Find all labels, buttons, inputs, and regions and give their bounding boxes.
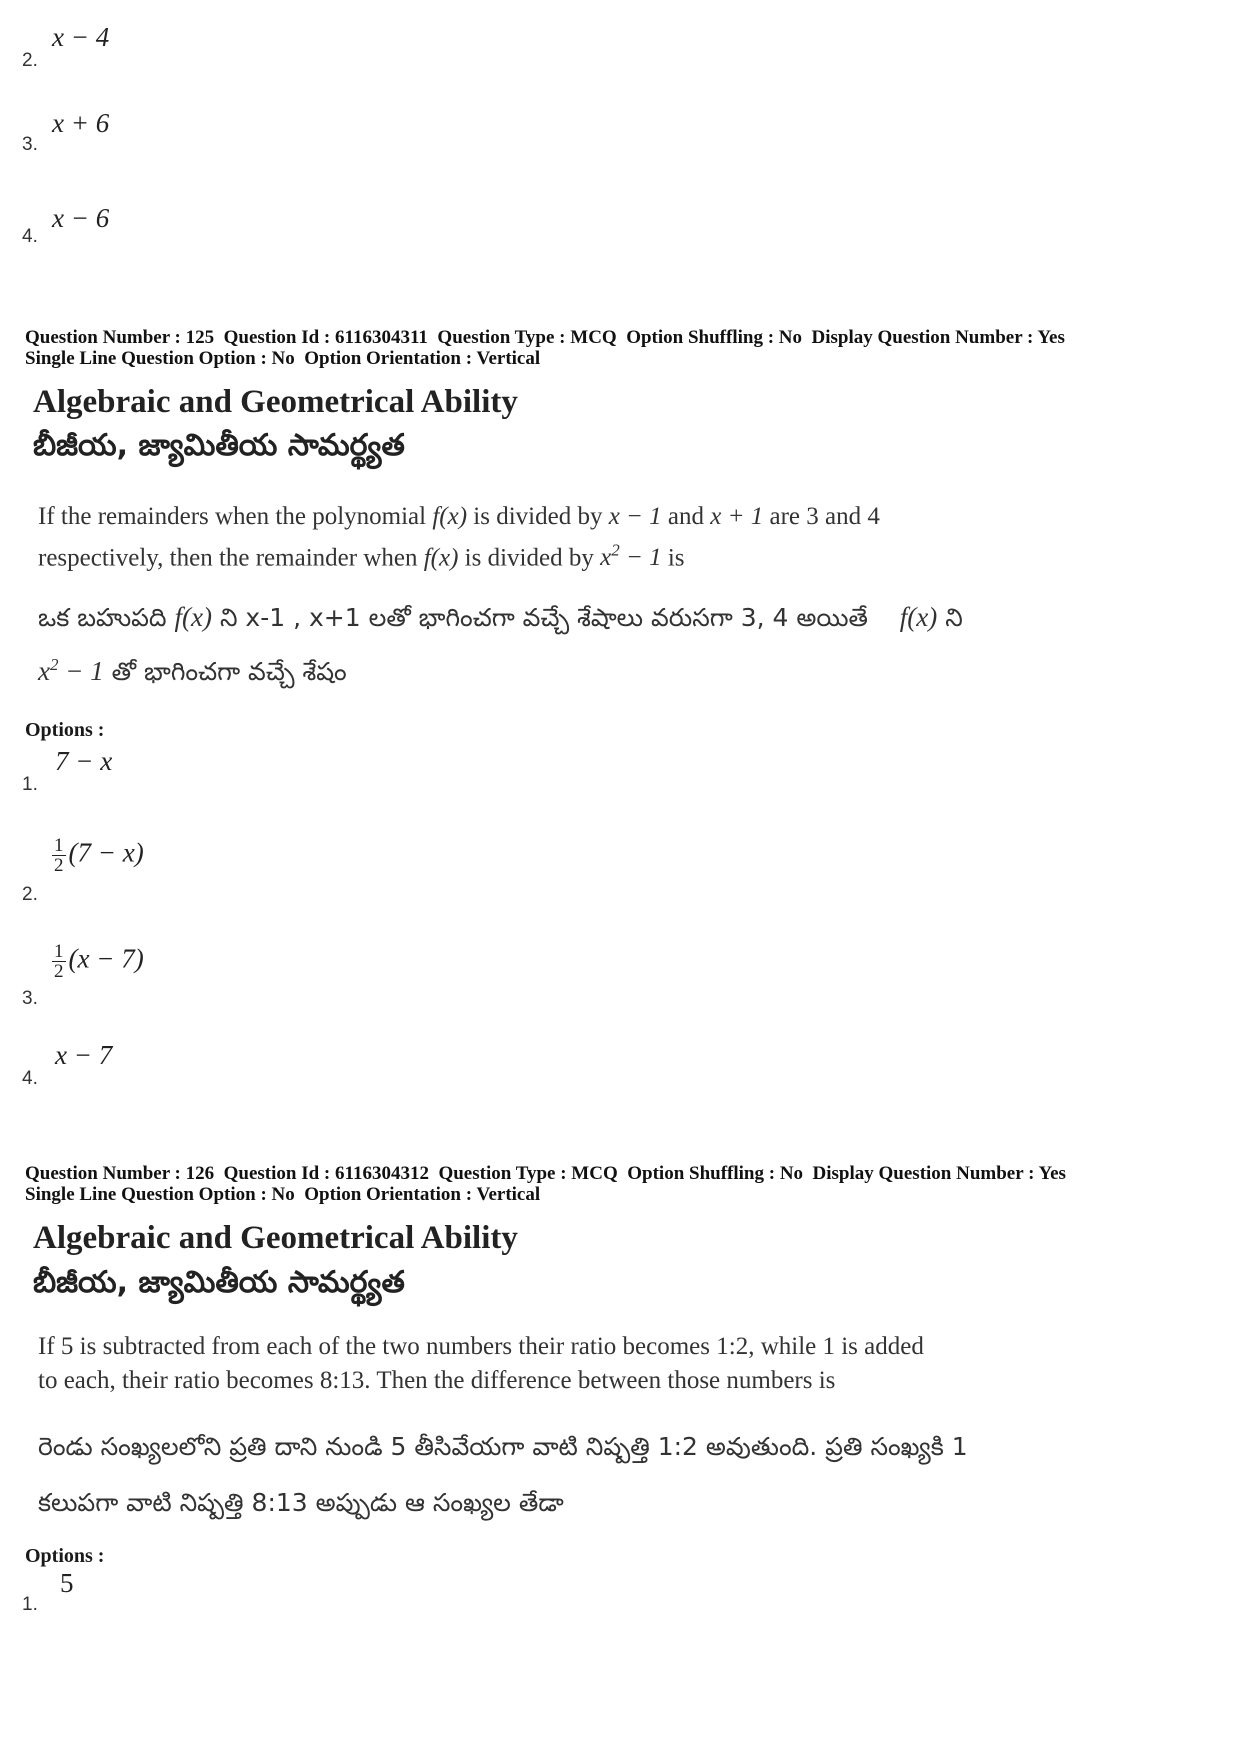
option-number: 2. — [22, 884, 38, 905]
option-number: 1. — [22, 774, 38, 795]
options-label: Options : — [25, 1545, 105, 1567]
question-text-telugu: ఒక బహుపది f(x) ని x-1 , x+1 లతో భాగించగా వచ్చే శేషాలు వరుసగా 3, 4 అయితే f(x) ని — [38, 602, 963, 632]
option-number: 3. — [22, 988, 38, 1009]
option-expression: 5 — [60, 1568, 74, 1598]
subject-title: Algebraic and Geometrical Ability — [33, 1220, 518, 1256]
option-expression: x − 6 — [52, 203, 110, 233]
subject-title: Algebraic and Geometrical Ability — [33, 384, 518, 420]
option-expression: $\frac{1}{2}$ (x − 7) — [54, 941, 144, 982]
question-meta: Question Number : 126 Question Id : 6116304312 Question Type : MCQ Option Shuffling : No Display Question Number : Yes Single Line Question Option : No Option Orientation : Vertical — [25, 1163, 1066, 1205]
option-number: 4. — [22, 1068, 38, 1089]
option-number: 4. — [22, 226, 38, 247]
question-text-telugu: $x^2 - 1$ తో భాగించగా వచ్చే శేషం — [38, 655, 347, 686]
option-number: 3. — [22, 134, 38, 155]
question-meta: Question Number : 125 Question Id : 6116304311 Question Type : MCQ Option Shuffling : No Display Question Number : Yes Single Line Question Option : No Option Orientation : Vertical — [25, 327, 1065, 369]
question-text-english: If 5 is subtracted from each of the two numbers their ratio becomes 1:2, while 1 is added to each, their ratio becomes 8:13. Then the difference between those numbers is — [38, 1333, 924, 1394]
option-expression: x − 4 — [52, 22, 110, 52]
option-expression: x − 7 — [55, 1040, 113, 1070]
question-text-telugu: కలుపగా వాటి నిష్పత్తి 8:13 అప్పుడు ఆ సంఖ్యల తేడా — [38, 1488, 564, 1517]
subject-title-telugu: బీజీయ, జ్యామితీయ సామర్థ్యత — [33, 1265, 405, 1300]
option-expression: x + 6 — [52, 108, 110, 138]
option-number: 1. — [22, 1594, 38, 1615]
option-expression: $\frac{1}{2}$ (7 − x) — [54, 835, 144, 876]
question-text-telugu: రెండు సంఖ్యలలోని ప్రతి దాని నుండి 5 తీసివేయగా వాటి నిష్పత్తి 1:2 అవుతుంది. ప్రతి సంఖ్యకి 1 — [38, 1432, 968, 1461]
question-text-english: If the remainders when the polynomial f(x) is divided by x − 1 and x + 1 are 3 and 4 respectively, then the remainder when f(x) is divided by $x^2 - 1$ is — [38, 503, 880, 572]
options-label: Options : — [25, 719, 105, 741]
subject-title-telugu: బీజీయ, జ్యామితీయ సామర్థ్యత — [33, 428, 405, 463]
option-number: 2. — [22, 50, 38, 71]
option-expression: 7 − x — [55, 746, 113, 776]
